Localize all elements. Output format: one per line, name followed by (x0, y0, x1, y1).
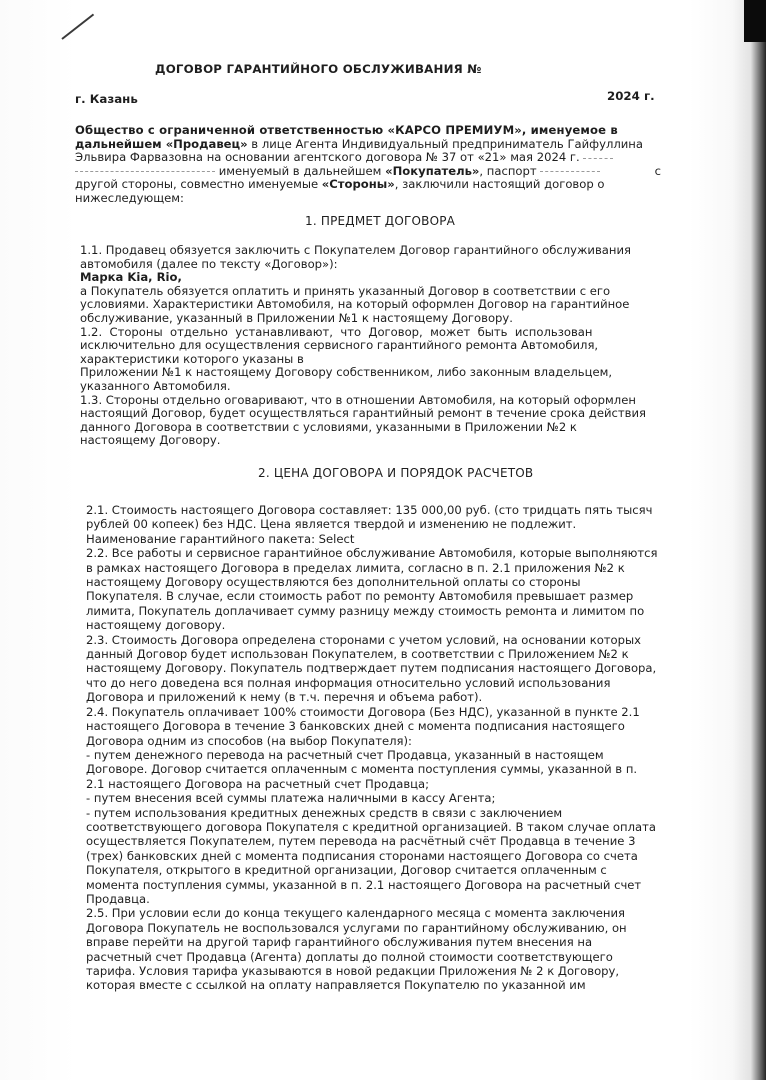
preamble-line-4-pre: именуемый в дальнейшем (218, 163, 386, 178)
section-2-heading: 2. ЦЕНА ДОГОВОРА И ПОРЯДОК РАСЧЕТОВ (258, 466, 534, 480)
preamble (75, 124, 667, 206)
parties-term: «Стороны» (321, 177, 395, 192)
section-2-line: Договоре. Договор считается оплаченным с момента поступления суммы, указанной в п. (86, 762, 638, 777)
clause-1-1-line: автомобиля (далее по тексту «Договор»): (80, 256, 338, 271)
clause-1-3-line: настоящий Договор, будет осуществляться гарантийный ремонт в течение срока действия (80, 406, 646, 421)
clause-1-3-line: 1.3. Стороны отдельно оговаривают, что в отношении Автомобиля, на который оформлен (80, 392, 636, 407)
preamble-line-4 (75, 165, 667, 179)
section-2-line: вправе перейти на другой тариф гарантийного обслуживания путем внесения на (86, 935, 593, 950)
seller-term: дальнейшем «Продавец» (75, 136, 248, 151)
pen-stroke-mark (61, 14, 94, 40)
section-2-line: настоящего Договора в течение 3 банковских дней с момента подписания настоящего (86, 719, 625, 734)
section-2-line: момента поступления суммы, указанной в п. 2.1 настоящего Договора на расчетный счет (86, 877, 642, 892)
section-2-line: настоящему Договору. Покупатель подтверждает путем подписания настоящего Договора, (86, 661, 657, 676)
redacted-field (75, 170, 215, 172)
car-model: Марка Kia, Rio, (80, 270, 182, 285)
section-2-line: Наименование гарантийного пакета: Select (86, 531, 355, 546)
preamble-line-5-pre: другой стороны, совместно именуемые (75, 177, 322, 192)
section-1-heading: 1. ПРЕДМЕТ ДОГОВОРА (305, 214, 456, 228)
preamble-line-4-end: с (654, 163, 661, 178)
section-2-line: что до него доведена вся полная информация относительно условий использования (86, 675, 611, 690)
preamble-line-5-rest: , заключили настоящий договор о (394, 177, 605, 192)
section-2-line: - путем использования кредитных денежных средств в связи с заключением (86, 805, 563, 820)
scan-corner-artifact (744, 0, 766, 42)
section-2-line: Договора Покупатель не воспользовался услугами по гарантийному обслуживанию, он (86, 920, 627, 935)
section-2-line: соответствующего договора Покупателя с кредитной организацией. В таком случае оплата (86, 819, 656, 834)
clause-1-1-line: обслуживание, указанный в Приложении №1 к настоящему Договору. (80, 310, 513, 325)
section-2-line: тарифа. Условия тарифа указываются в новой редакции Приложения № 2 к Договору, (86, 964, 620, 978)
clause-1-3-line: данного Договора в соответствии с условиями, указанными в Приложении №2 к (80, 419, 577, 434)
section-2-line: 2.1. Стоимость настоящего Договора составляет: 135 000,00 руб. (сто тридцать пять тысяч (86, 503, 653, 517)
section-2-line: Покупателя, открытого в кредитной организации, Договор считается оплаченным с (86, 863, 607, 878)
section-2-line: расчетный счет Продавца (Агента) доплаты до полной стоимости соответствующего (86, 949, 613, 964)
clause-1-2-line: указанного Автомобиля. (80, 378, 231, 393)
clause-1-2-line: Приложении №1 к настоящему Договору собственником, либо законным владельцем, (80, 365, 613, 380)
section-2-body (86, 503, 684, 993)
preamble-line-4-rest: , паспорт (479, 163, 537, 178)
section-2-line: лимита, Покупатель доплачивает сумму разницу между стоимость ремонта и лимитом по (86, 603, 645, 618)
clause-1-3-line: настоящему Договору. (80, 433, 221, 448)
section-2-line: рублей 00 копеек) без НДС. Цена является твердой и изменению не подлежит. (86, 517, 577, 532)
section-2-line: 2.2. Все работы и сервисное гарантийное обслуживание Автомобиля, которые выполняются (86, 546, 658, 561)
section-2-line: (трех) банковских дней с момента подписания сторонами настоящего Договора со счета (86, 848, 638, 863)
clause-1-1-line: условиями. Характеристики Автомобиля, на который оформлен Договор на гарантийное (80, 297, 630, 312)
section-2-line: - путем денежного перевода на расчетный счет Продавца, указанный в настоящем (86, 747, 604, 762)
section-2-line: 2.3. Стоимость Договора определена сторонами с учетом условий, на основании которых (86, 632, 642, 647)
preamble-line-2 (75, 138, 667, 152)
document-title: ДОГОВОР ГАРАНТИЙНОГО ОБСЛУЖИВАНИЯ № (155, 62, 482, 76)
section-2-line: 2.5. При условии если до конца текущего календарного месяца с момента заключения (86, 906, 625, 921)
section-2-line: Договора одним из способов (на выбор Покупателя): (86, 733, 412, 748)
clause-1-2-line: исключительно для осуществления сервисного гарантийного ремонта Автомобиля, (80, 338, 599, 353)
document-city: г. Казань (75, 92, 138, 106)
section-2-line: - путем внесения всей суммы платежа наличными в кассу Агента; (86, 791, 496, 806)
preamble-line-3 (75, 151, 667, 165)
section-2-line: настоящему договору. (86, 618, 226, 633)
section-2-line: которая вместе с ссылкой на оплату направляется Покупателю по указанной им (86, 978, 586, 993)
preamble-line-5 (75, 178, 667, 192)
preamble-line-3-text: Эльвира Фарвазовна на основании агентского договора № 37 от «21» мая 2024 г. (75, 150, 580, 165)
preamble-line-2-rest: в лице Агента Индивидуальный предприниматель Гайфуллина (247, 136, 643, 151)
section-2-line: 2.1 настоящего Договора на расчетный счет Продавца; (86, 776, 430, 791)
preamble-line-1: Общество с ограниченной ответственностью «КАРСО ПРЕМИУМ», именуемое в (75, 123, 618, 137)
buyer-term: «Покупатель» (385, 163, 480, 178)
section-2-line: Продавца. (86, 891, 150, 906)
redacted-field (540, 170, 600, 172)
clause-1-1-line: а Покупатель обязуется оплатить и принять указанный Договор в соответствии с его (80, 283, 611, 298)
section-2-line: Договора и приложений к нему (в т.ч. перечня и объема работ). (86, 690, 483, 705)
document-year: 2024 г. (607, 89, 655, 103)
section-2-line: 2.4. Покупатель оплачивает 100% стоимости Договора (Без НДС), указанной в пункте 2.1 (86, 704, 640, 719)
section-2-line: Покупателя. В случае, если стоимость работ по ремонту Автомобиля превышает размер (86, 589, 634, 604)
redacted-field (583, 157, 613, 159)
preamble-line-6: нижеследующем: (75, 190, 184, 205)
section-1-body (80, 244, 680, 448)
section-2-line: в рамках настоящего Договора в пределах лимита, согласно в п. 2.1 приложения №2 к (86, 560, 625, 575)
section-2-line: настоящему Договору осуществляются без дополнительной оплаты со стороны (86, 575, 581, 590)
section-2-line: данный Договор будет использован Покупателем, в соответствии с Приложением №2 к (86, 647, 629, 662)
clause-1-2-line: характеристики которого указаны в (80, 351, 304, 366)
page-edge-shadow (732, 0, 766, 1080)
clause-1-1-line: 1.1. Продавец обязуется заключить с Покупателем Договор гарантийного обслуживания (80, 243, 631, 257)
section-2-line: осуществляется Покупателем, путем перевода на расчётный счёт Продавца в течение 3 (86, 834, 636, 849)
clause-1-2-line: 1.2. Стороны отдельно устанавливают, что Договор, может быть использован (80, 324, 593, 339)
